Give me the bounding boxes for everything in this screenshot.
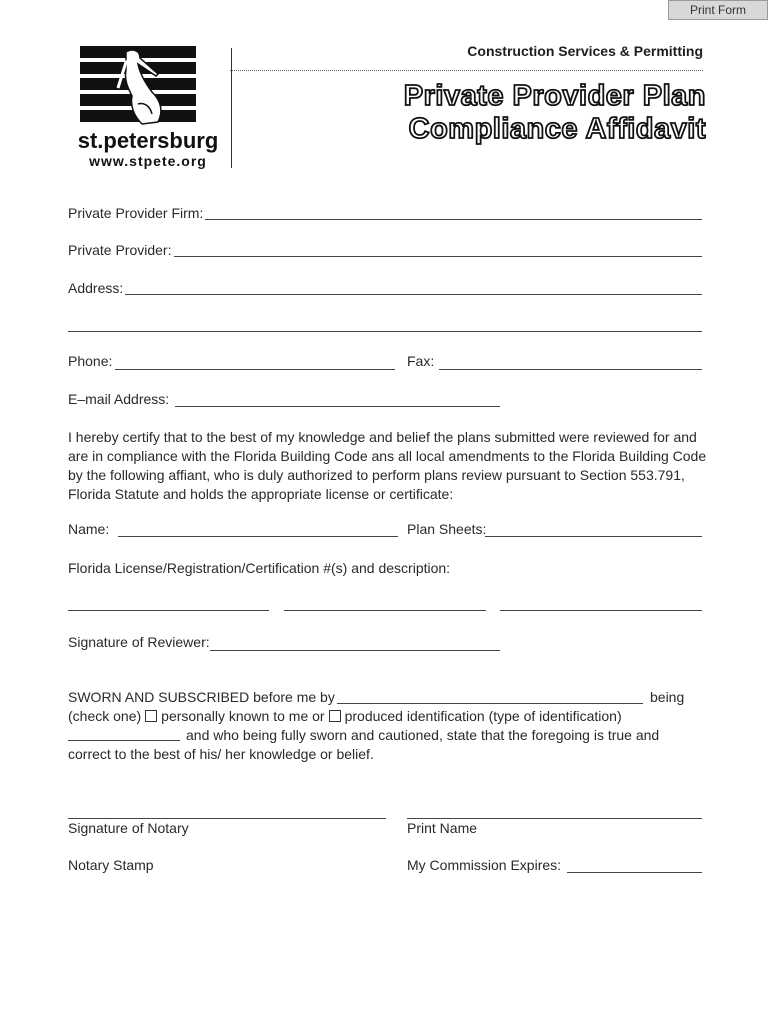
notary-signature-label: Signature of Notary [68,820,189,836]
notary-stamp-label: Notary Stamp [68,857,154,873]
address-label: Address: [68,280,124,296]
plan-sheets-field[interactable] [485,536,702,537]
correct-text: correct to the best of his/ her knowledge or belief. [68,746,374,762]
form-title-line2: Compliance Affidavit [408,113,706,145]
commission-label: My Commission Expires: [407,857,562,873]
provider-label: Private Provider: [68,242,172,258]
sworn-text: SWORN AND SUBSCRIBED before me by [68,689,335,705]
email-field[interactable] [175,406,500,407]
check-one-label: (check one) [68,708,142,724]
phone-field[interactable] [115,369,395,370]
print-name-label: Print Name [407,820,478,836]
st-petersburg-logo [68,44,228,172]
commission-field[interactable] [567,872,702,873]
address-field-line2[interactable] [68,331,702,332]
and-who-text: and who being fully sworn and cautioned, state that the foregoing is true and [186,727,660,743]
address-field[interactable] [125,294,702,295]
header-divider [231,48,232,168]
produced-id-label: produced identification (type of identification) [344,708,622,724]
certify-paragraph: I hereby certify that to the best of my knowledge and belief the plans submitted were reviewed for and are in compliance with the Florida Building Code ans all local amendments to the Florida Building Code by the following affiant, who is duly authorized to perform plans review pursuant to Section 553.791, Florida Statute and holds the appropriate license or certificate: [68,429,707,502]
print-form-button[interactable]: Print Form [668,0,768,20]
print-name-field[interactable] [407,818,702,819]
notary-signature-field[interactable] [68,818,386,819]
license-field-3[interactable] [500,610,702,611]
fax-field[interactable] [439,369,702,370]
firm-label: Private Provider Firm: [68,205,204,221]
license-label: Florida License/Registration/Certification #(s) and description: [68,560,451,576]
sworn-name-field[interactable] [337,703,643,704]
name-field[interactable] [118,536,398,537]
signature-reviewer-field[interactable] [210,650,500,651]
name-label: Name: [68,521,110,537]
id-type-field[interactable] [68,740,180,741]
license-field-1[interactable] [68,610,269,611]
phone-label: Phone: [68,353,113,369]
fax-label: Fax: [407,353,435,369]
firm-field[interactable] [205,219,702,220]
logo-city-text: st.petersburg [77,128,219,153]
email-label: E–mail Address: [68,391,170,407]
personally-known-checkbox[interactable] [145,710,157,722]
header-dotted-rule [230,70,703,71]
license-field-2[interactable] [284,610,486,611]
department-name: Construction Services & Permitting [467,43,703,59]
logo-url-text: www.stpete.org [89,153,207,169]
signature-reviewer-label: Signature of Reviewer: [68,634,210,650]
personally-known-label: personally known to me or [161,708,325,724]
form-title-line1: Private Provider Plan [403,80,706,112]
plan-sheets-label: Plan Sheets: [407,521,487,537]
pelican-logo-icon [68,44,228,172]
provider-field[interactable] [174,256,702,257]
being-text: being [650,689,685,705]
produced-id-checkbox[interactable] [329,710,341,722]
check-one-row [68,708,622,724]
